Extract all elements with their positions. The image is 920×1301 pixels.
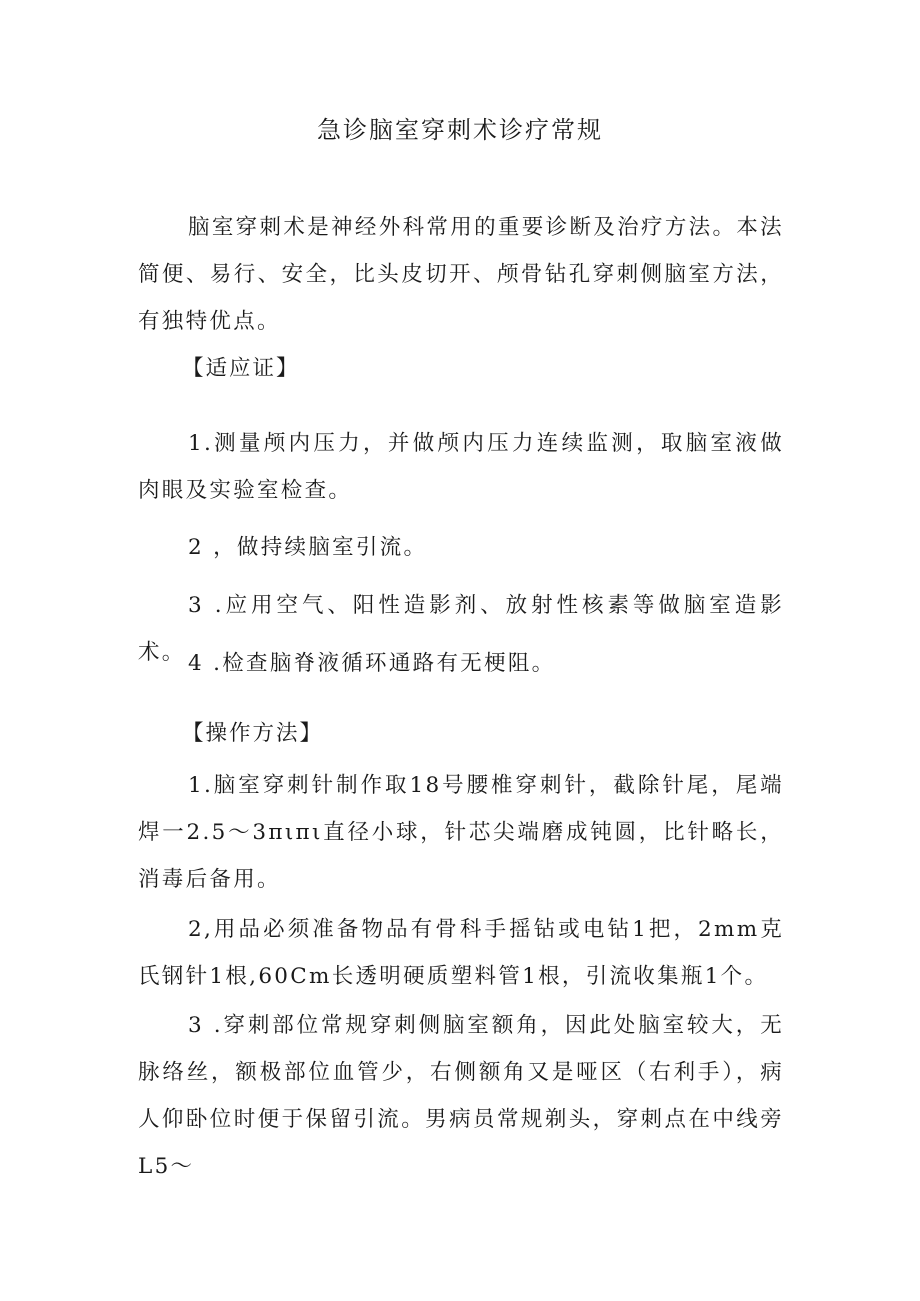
indication-item-4: 4 .检查脑脊液循环通路有无梗阻。 <box>188 651 556 676</box>
procedure-item-3: 3 .穿刺部位常规穿刺侧脑室额角，因此处脑室较大，无脉络丝，额极部位血管少，右侧额角又是哑区（右利手），病人仰卧位时便于保留引流。男病员常规剃头，穿刺点在中线旁L5～ <box>138 1013 784 1179</box>
procedure-item-1: 1.脑室穿刺针制作取18号腰椎穿刺针，截除针尾，尾端焊一2.5～3πιπι直径小球，针芯尖端磨成钝圆，比针略长，消毒后备用。 <box>138 773 784 892</box>
indication-item-3: 3 .应用空气、阳性造影剂、放射性核素等做脑室造影术。 <box>138 593 784 665</box>
procedure-item-2: 2,用品必须准备物品有骨科手摇钻或电钻1把，2mm克氏钢针1根,60Cm长透明硬质塑料管1根，引流收集瓶1个。 <box>138 917 784 989</box>
intro-paragraph: 脑室穿刺术是神经外科常用的重要诊断及治疗方法。本法简便、易行、安全，比头皮切开、颅骨钻孔穿刺侧脑室方法，有独特优点。 <box>138 215 784 334</box>
indication-item-1: 1.测量颅内压力，并做颅内压力连续监测，取脑室液做肉眼及实验室检查。 <box>138 431 784 503</box>
indication-item-2: 2 ，做持续脑室引流。 <box>188 535 428 560</box>
procedure-heading: 【操作方法】 <box>182 721 324 746</box>
document-title: 急诊脑室穿刺术诊疗常规 <box>317 116 603 144</box>
indications-heading: 【适应证】 <box>182 356 300 381</box>
